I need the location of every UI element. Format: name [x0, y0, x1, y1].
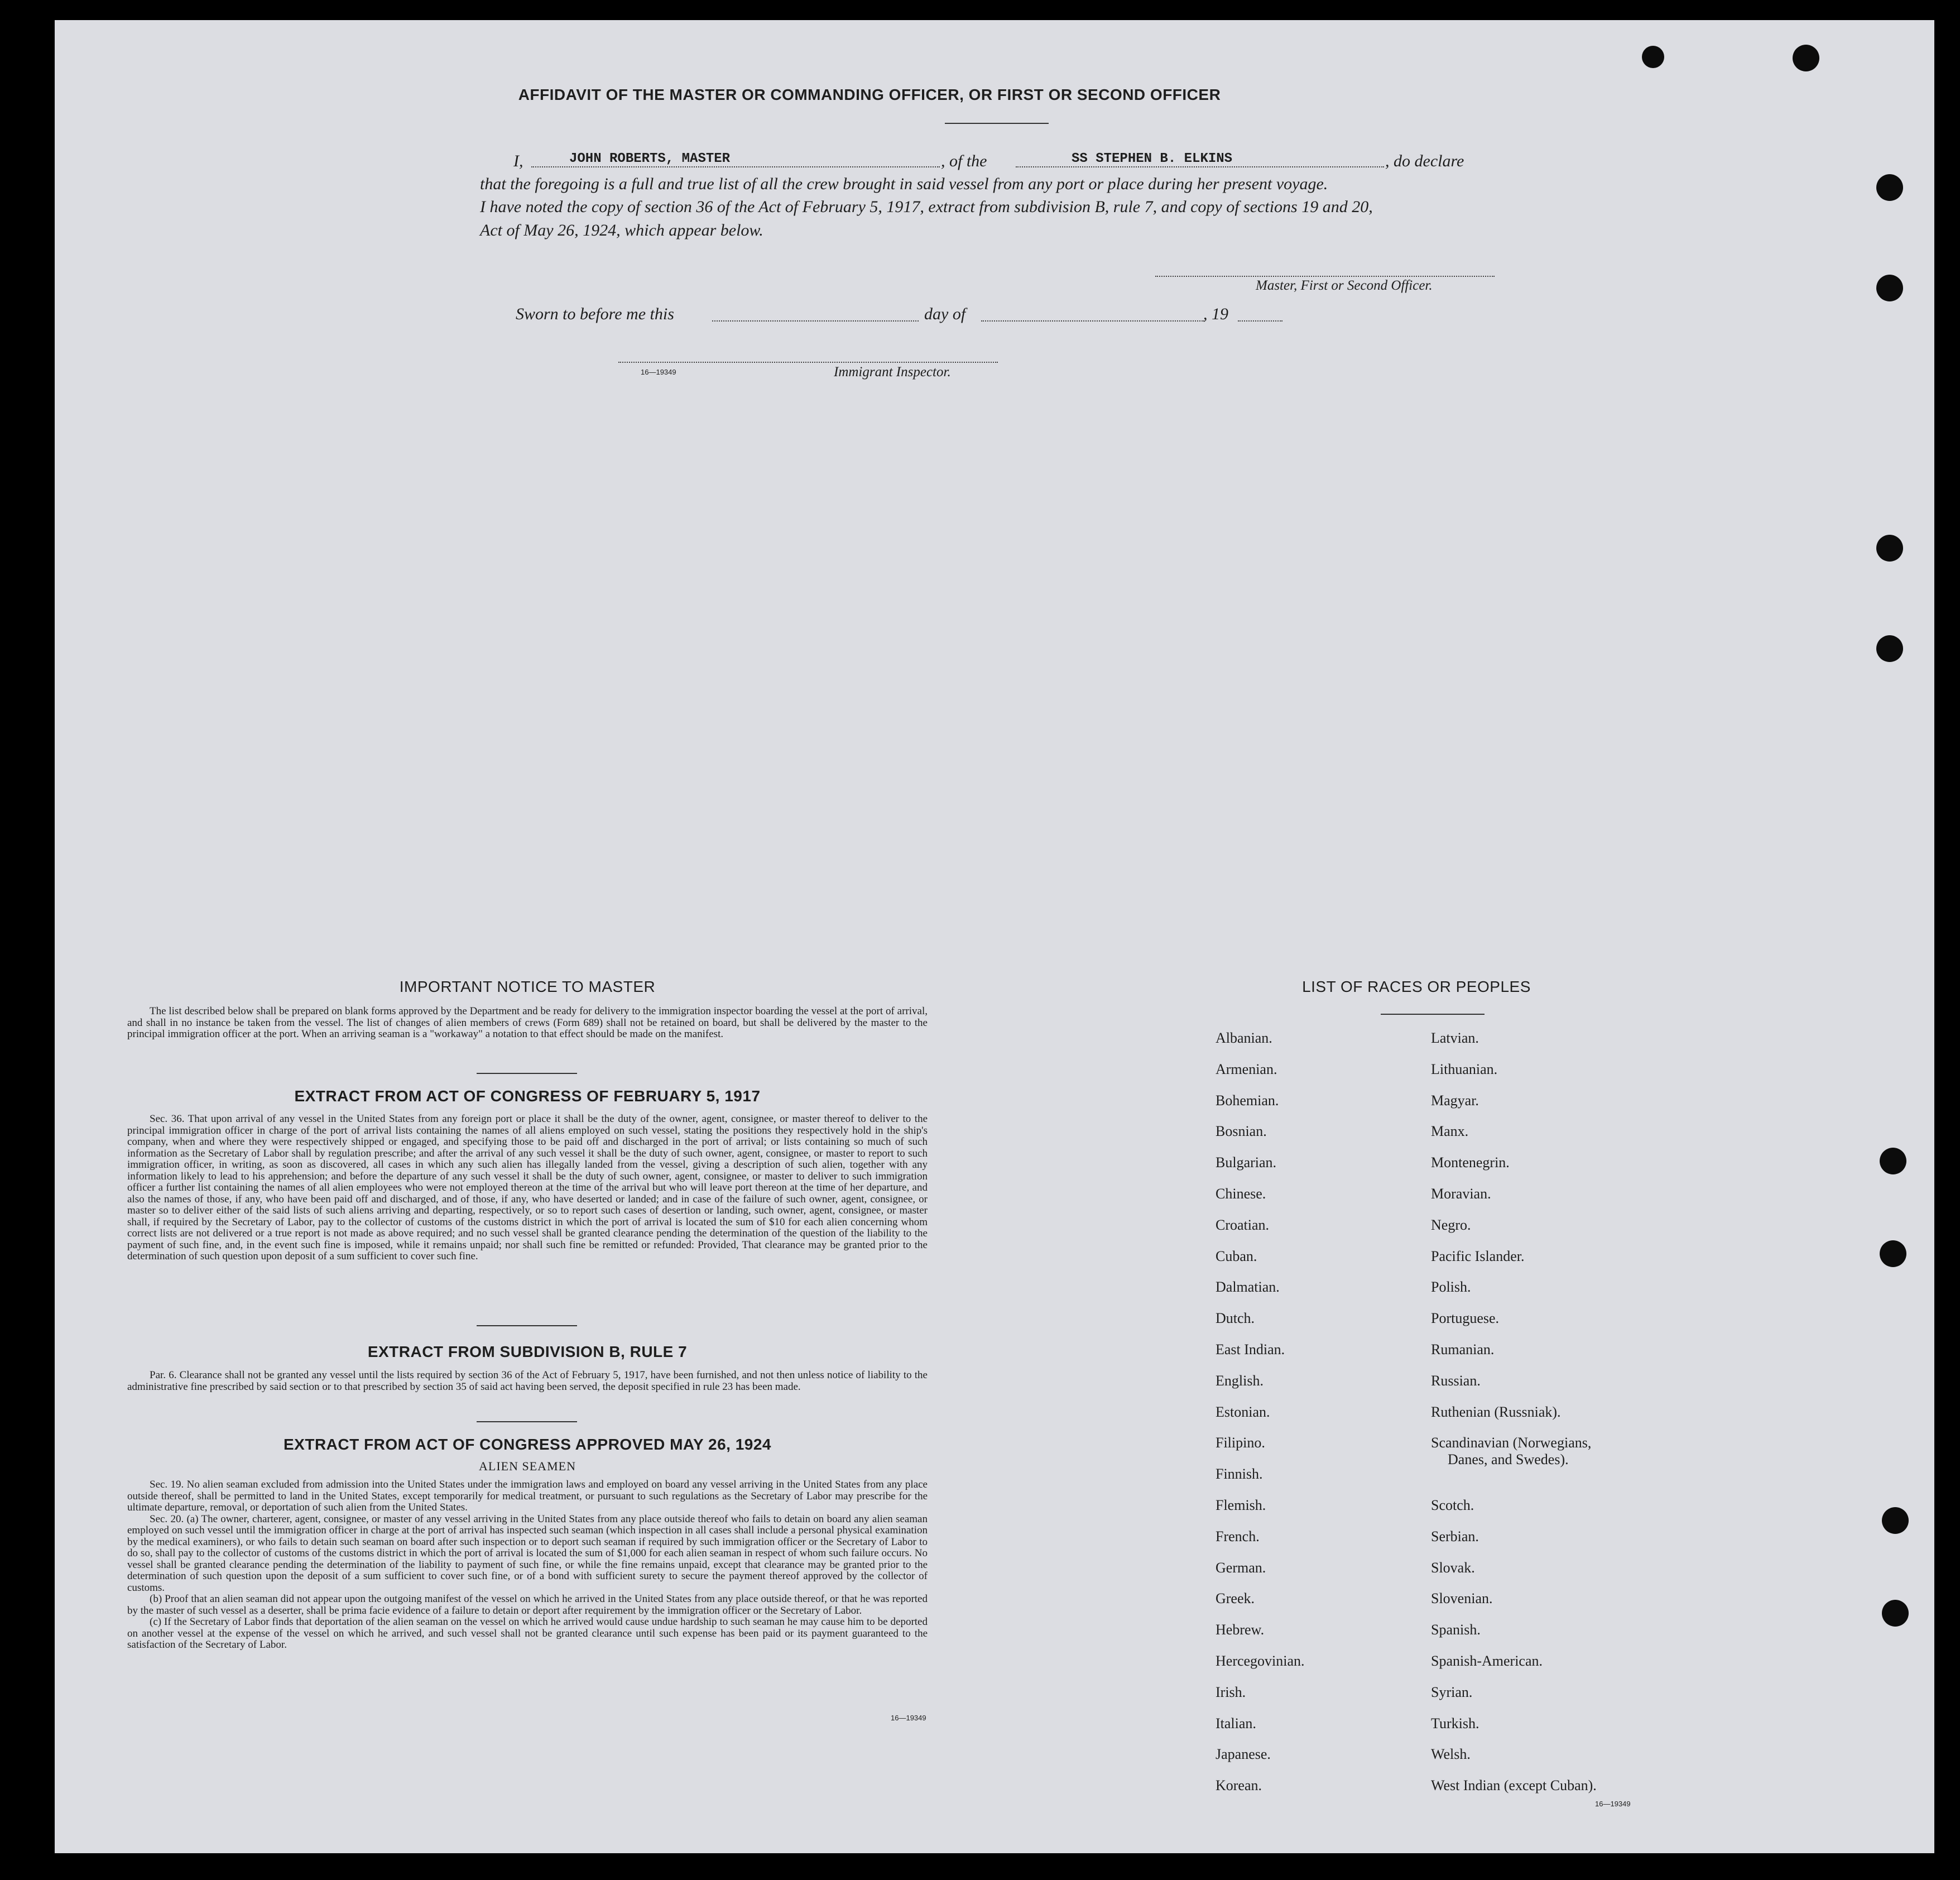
extract-1924-text	[127, 1479, 928, 1651]
punch-hole	[1793, 45, 1819, 71]
race-item: Moravian.	[1431, 1185, 1491, 1202]
race-item: Manx.	[1431, 1123, 1469, 1140]
race-item: Danes, and Swedes).	[1448, 1451, 1569, 1468]
race-item: Estonian.	[1216, 1403, 1270, 1420]
section-divider	[477, 1073, 577, 1074]
race-item: Croatian.	[1216, 1216, 1270, 1233]
race-item: Dalmatian.	[1216, 1279, 1280, 1296]
race-item: Japanese.	[1216, 1746, 1271, 1763]
race-item: Flemish.	[1216, 1497, 1266, 1513]
sworn-label: Sworn to before me this	[516, 305, 674, 323]
sworn-year-line	[1238, 320, 1282, 322]
race-item: Welsh.	[1431, 1746, 1471, 1763]
punch-hole	[1642, 46, 1664, 68]
race-item: Hebrew.	[1216, 1622, 1265, 1638]
sec-19-paragraph: Sec. 19. No alien seaman excluded from admission into the United States under the immigration laws and employed on board any vessel arriving in the United States from any place outside thereof, shall be permitted to land in the United States, except temporarily for medical treatment, or pursuant to such regulations as the Secretary of Labor may prescribe for the ultimate departure, removal, or deportation of such alien from the United States.	[127, 1479, 928, 1513]
extract-1924-title: EXTRACT FROM ACT OF CONGRESS APPROVED MAY 26, 1924	[284, 1436, 771, 1453]
section-divider	[477, 1421, 577, 1422]
race-item: Dutch.	[1216, 1310, 1255, 1327]
race-item: Turkish.	[1431, 1715, 1479, 1732]
races-title-underline	[1381, 1014, 1485, 1015]
race-item: Bohemian.	[1216, 1092, 1279, 1109]
race-item: French.	[1216, 1528, 1260, 1545]
affidavit-title: AFFIDAVIT OF THE MASTER OR COMMANDING OFFICER, OR FIRST OR SECOND OFFICER	[518, 86, 1221, 103]
affidavit-line-1	[513, 150, 1607, 174]
title-underline	[945, 123, 1049, 124]
race-item: Negro.	[1431, 1216, 1471, 1233]
inspector-label: Immigrant Inspector.	[834, 365, 951, 380]
punch-hole	[1880, 1148, 1906, 1174]
race-item: Montenegrin.	[1431, 1154, 1510, 1171]
affidavit-line-4: Act of May 26, 1924, which appear below.	[480, 221, 763, 239]
race-item: German.	[1216, 1559, 1266, 1576]
punch-hole	[1876, 275, 1903, 301]
i-label: I,	[513, 152, 523, 170]
punch-hole	[1876, 535, 1903, 562]
sec-20b-paragraph: (b) Proof that an alien seaman did not appear upon the outgoing manifest of the vessel on which he arrived in the United States from any place outside thereof, or that he was reported by the master of such vessel as a deserter, shall be prima facie evidence of a failure to detain or deport after requirement by the immigration officer or the Secretary of Labor.	[127, 1593, 928, 1617]
sec-20c-paragraph: (c) If the Secretary of Labor finds that deportation of the alien seaman on the vessel on which he arrived would cause undue hardship to such seaman he may cause him to be deported on another vessel at the expense of the vessel on which he arrived, and such vessel shall not be granted clearance until such expense has been paid or its payment guaranteed to the satisfaction of the Secretary of Labor.	[127, 1616, 928, 1651]
race-item: Hercegovinian.	[1216, 1652, 1305, 1669]
race-item: Spanish.	[1431, 1622, 1481, 1638]
race-item: Slovenian.	[1431, 1590, 1493, 1607]
race-item: Scotch.	[1431, 1497, 1474, 1513]
race-item: Bulgarian.	[1216, 1154, 1277, 1171]
extract-1917-text: Sec. 36. That upon arrival of any vessel in the United States from any foreign port or place it shall be the duty of the owner, agent, consignee, or master thereof to deliver to the principal immigration officer in charge of the port of arrival lists containing the names of all aliens employed on such vessel, stating the positions they respectively hold in the ship's company, when and where they were respectively shipped or engaged, and specifying those to be paid off and discharged in the port of arrival; or lists containing so much of such information as the Secretary of Labor shall by regulation prescribe; and after the arrival of any such vessel it shall be the duty of such owner, agent, consignee, or master to report to such immigration officer, in writing, as soon as discovered, all cases in which any such alien has illegally landed from the vessel, giving a description of such alien, together with any information likely to lead to his apprehension; and before the departure of any such vessel it shall be the duty of such owner, agent, consignee, or master to deliver to such immigration officer a further list containing the names of all alien employees who were not employed thereon at the time of the arrival but who will leave port thereon at the time of her departure, and also the names of those, if any, who have been paid off and discharged, and of those, if any, who have deserted or landed; and in case of the failure of such owner, agent, consignee, or master so to deliver either of the said lists of such aliens arriving and departing, respectively, or so to report such cases of desertion or landing, such owner, agent, consignee, or master shall, if required by the Secretary of Labor, pay to the collector of customs of the customs district in which the port of arrival is located the sum of $10 for each alien concerning whom correct lists are not delivered or a true report is not made as above required; and no such vessel shall be granted clearance pending the determination of the question of the liability to the payment of such fine, and, in the event such fine is imposed, while it remains unpaid; nor shall such fine be remitted or refunded: Provided, That clearance may be granted prior to the determination of such question upon deposit of a sum sufficient to cover such fine.	[127, 1113, 928, 1262]
race-item: English.	[1216, 1372, 1264, 1389]
document-page	[55, 20, 1934, 1853]
sworn-day-line	[712, 320, 919, 322]
extract-rule7-title: EXTRACT FROM SUBDIVISION B, RULE 7	[367, 1343, 688, 1360]
form-number-left: 16—19349	[891, 1714, 926, 1722]
race-item: Ruthenian (Russniak).	[1431, 1403, 1561, 1420]
section-divider	[477, 1325, 577, 1326]
race-item: Armenian.	[1216, 1061, 1277, 1077]
race-item: Portuguese.	[1431, 1310, 1500, 1327]
of-the-label: , of the	[941, 152, 987, 170]
race-item: Spanish-American.	[1431, 1652, 1543, 1669]
race-item: Magyar.	[1431, 1092, 1479, 1109]
race-item: Filipino.	[1216, 1435, 1265, 1451]
race-item: Chinese.	[1216, 1185, 1266, 1202]
race-item: Bosnian.	[1216, 1123, 1267, 1140]
race-item: West Indian (except Cuban).	[1431, 1777, 1597, 1794]
race-item: Albanian.	[1216, 1030, 1272, 1046]
punch-hole	[1876, 635, 1903, 662]
race-item: Irish.	[1216, 1684, 1246, 1700]
race-item: Finnish.	[1216, 1466, 1263, 1483]
race-item: Russian.	[1431, 1372, 1481, 1389]
affidavit-line-2: that the foregoing is a full and true list of all the crew brought in said vessel from any port or place during her present voyage.	[480, 175, 1328, 193]
race-item: Lithuanian.	[1431, 1061, 1498, 1077]
form-number-top: 16—19349	[641, 368, 676, 376]
races-column-1	[1216, 1029, 1305, 1808]
alien-seamen-subtitle: ALIEN SEAMEN	[479, 1459, 576, 1473]
day-of-label: day of	[924, 305, 966, 323]
races-title: LIST OF RACES OR PEOPLES	[1302, 978, 1531, 995]
race-item: Greek.	[1216, 1590, 1255, 1607]
extract-rule7-text: Par. 6. Clearance shall not be granted any vessel until the lists required by section 36 of the Act of February 5, 1917, have been furnished, and not then unless notice of liability to the administrative fine prescribed by said section or to that prescribed by section 35 of said act having been served, the deposit specified in rule 23 has been made.	[127, 1369, 928, 1393]
punch-hole	[1880, 1240, 1906, 1267]
race-item: Slovak.	[1431, 1559, 1475, 1576]
form-number-right: 16—19349	[1595, 1800, 1631, 1808]
sec-20a-paragraph: Sec. 20. (a) The owner, charterer, agent, consignee, or master of any vessel arriving in the United States from any place outside thereof who fails to detain on board any alien seaman employed on such vessel until the immigration officer in charge at the port of arrival has inspected such seaman (which inspection in all cases shall include a personal physical examination by the medical examiners), or who fails to detain such seaman on board after such inspection or to deport such seaman if required by such immigration officer or the Secretary of Labor to do so, shall pay to the collector of customs of the customs district in which the port of arrival is located the sum of $1,000 for each alien seaman in respect of whom such failure occurs. No vessel shall be granted clearance pending the determination of the liability to payment of such fine, or while the fine remains unpaid, except that clearance may be granted prior to the determination of such question upon the deposit of a sum sufficient to cover such fine, or of a bond with sufficient surety to secure the payment thereof approved by the collector of customs.	[127, 1513, 928, 1594]
notice-title: IMPORTANT NOTICE TO MASTER	[399, 978, 656, 995]
year-prefix: , 19	[1203, 305, 1228, 323]
race-item: Italian.	[1216, 1715, 1256, 1732]
punch-hole	[1882, 1507, 1909, 1534]
race-item: Serbian.	[1431, 1528, 1479, 1545]
race-item: Pacific Islander.	[1431, 1248, 1525, 1264]
vessel-name-value: SS STEPHEN B. ELKINS	[1072, 151, 1233, 166]
signature-label: Master, First or Second Officer.	[1256, 278, 1433, 293]
signature-line	[1155, 276, 1495, 277]
races-column-2	[1431, 1029, 1597, 1808]
notice-text: The list described below shall be prepared on blank forms approved by the Department and be ready for delivery to the immigration inspector boarding the vessel at the port of arrival, and shall in no instance be taken from the vessel. The list of changes of alien members of crews (Form 689) shall not be retained on board, but shall be delivered by the master to the principal immigration officer at the port. When an arriving seaman is a "workaway" a notation to that effect should be made on the manifest.	[127, 1005, 928, 1040]
inspector-signature-line	[618, 362, 998, 363]
race-item: Syrian.	[1431, 1684, 1473, 1700]
race-item: East Indian.	[1216, 1341, 1285, 1358]
punch-hole	[1876, 174, 1903, 201]
race-item: Scandinavian (Norwegians,	[1431, 1435, 1592, 1451]
race-item: Cuban.	[1216, 1248, 1257, 1264]
race-item: Latvian.	[1431, 1030, 1479, 1046]
sworn-line	[516, 303, 1353, 327]
punch-hole	[1882, 1600, 1909, 1627]
sworn-month-line	[981, 320, 1204, 322]
race-item: Korean.	[1216, 1777, 1262, 1794]
do-declare-label: , do declare	[1385, 152, 1464, 170]
race-item: Polish.	[1431, 1279, 1471, 1296]
master-name-value: JOHN ROBERTS, MASTER	[569, 151, 731, 166]
extract-1917-title: EXTRACT FROM ACT OF CONGRESS OF FEBRUARY 5, 1917	[294, 1087, 761, 1105]
affidavit-line-3: I have noted the copy of section 36 of the Act of February 5, 1917, extract from subdivision B, rule 7, and copy of sections 19 and 20,	[480, 198, 1373, 216]
race-item: Rumanian.	[1431, 1341, 1495, 1358]
